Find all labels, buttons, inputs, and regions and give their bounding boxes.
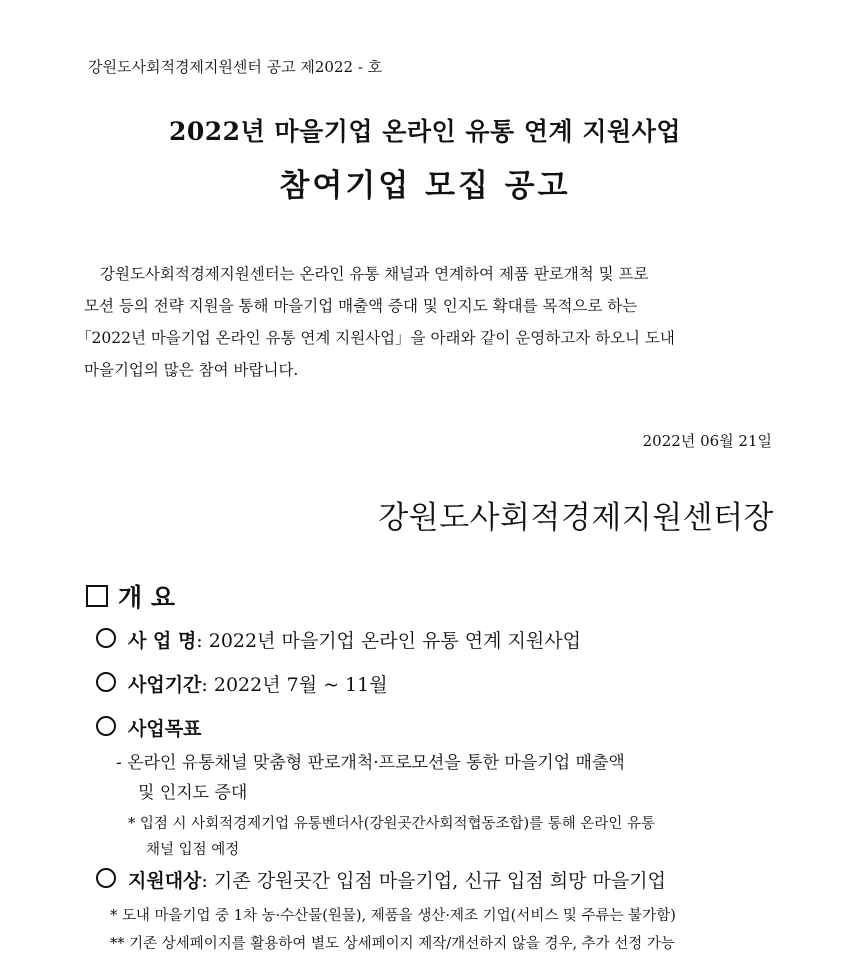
goal-detail: - 온라인 유통채널 맞춤형 판로개척·프로모션을 통한 마을기업 매출액 (116, 753, 625, 773)
intro-line: 「2022년 마을기업 온라인 유통 연계 지원사업」을 아래와 같이 운영하고자 하오니 도내 (76, 329, 675, 347)
item-project-name (96, 626, 581, 653)
goal-note-continued: 채널 입점 예정 (146, 842, 240, 858)
item-label: 지원대상 (128, 870, 202, 892)
intro-line: 모션 등의 전략 지원을 통해 마을기업 매출액 증대 및 인지도 확대를 목적으로 하는 (84, 297, 638, 315)
item-label: 사 업 명 (128, 630, 197, 652)
section-heading (86, 578, 175, 614)
target-note: * 도내 마을기업 중 1차 농·수산물(원물), 제품을 생산·제조 기업(서비스 및 주류는 불가함) (110, 908, 676, 924)
square-bullet-icon (86, 585, 108, 607)
intro-paragraph (76, 258, 774, 386)
goal-note: * 입점 시 사회적경제기업 유통벤더사(강원곳간사회적협동조합)를 통해 온라인 유통 (128, 816, 656, 832)
circle-bullet-icon (96, 672, 116, 692)
intro-line: 마을기업의 많은 참여 바랍니다. (84, 361, 299, 379)
circle-bullet-icon (96, 716, 116, 736)
item-support-target (96, 866, 666, 893)
intro-line: 강원도사회적경제지원센터는 온라인 유통 채널과 연계하여 제품 판로개척 및 프로 (100, 265, 649, 283)
item-label: 사업기간 (128, 674, 202, 696)
item-project-period (96, 670, 388, 697)
organization-signature: 강원도사회적경제지원센터장 (378, 500, 774, 536)
item-value: : 2022년 마을기업 온라인 유통 연계 지원사업 (196, 630, 581, 652)
item-project-goal (96, 714, 201, 741)
target-note-2: ** 기존 상세페이지를 활용하여 별도 상세페이지 제작/개선하지 않을 경우, 추가 선정 가능 (110, 936, 675, 952)
item-value: : 기존 강원곳간 입점 마을기업, 신규 입점 희망 마을기업 (201, 870, 666, 892)
circle-bullet-icon (96, 628, 116, 648)
title-line-1: 2022년 마을기업 온라인 유통 연계 지원사업 (169, 117, 681, 146)
circle-bullet-icon (96, 868, 116, 888)
title-line-2: 참여기업 모집 공고 (279, 168, 571, 204)
item-label: 사업목표 (128, 718, 202, 740)
section-title: 개 요 (118, 583, 176, 612)
goal-detail-continued: 및 인지도 증대 (138, 783, 248, 803)
notice-number: 강원도사회적경제지원센터 공고 제2022 - 호 (88, 58, 383, 76)
item-value: : 2022년 7월 ~ 11월 (201, 674, 388, 696)
notice-date: 2022년 06월 21일 (642, 432, 772, 450)
